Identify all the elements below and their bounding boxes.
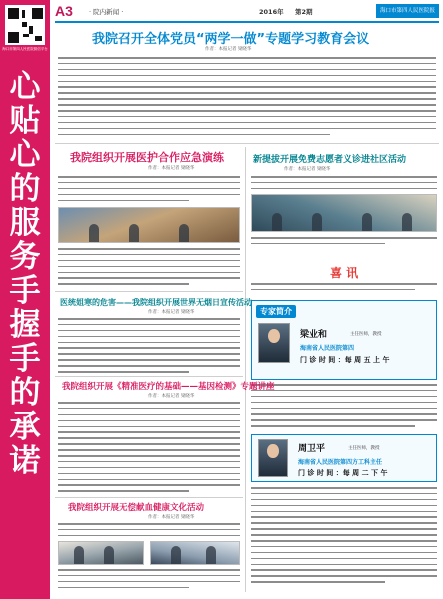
byline: 作者：本报记者 梁晓华 bbox=[148, 394, 195, 399]
article-body bbox=[58, 248, 240, 289]
slogan-char: 手 bbox=[9, 273, 41, 309]
headline-emergency-drill: 我院组织开展医护合作应急演练 bbox=[70, 151, 224, 164]
expert-title: 主任医师，教授 bbox=[350, 332, 382, 337]
divider bbox=[55, 497, 243, 498]
expert-avatar bbox=[258, 323, 290, 363]
expert-tag: 海南省人民医院第四方工科主任 bbox=[298, 459, 383, 466]
header-rule bbox=[55, 21, 439, 23]
expert-name: 梁业和 bbox=[300, 330, 328, 340]
slogan-char: 心 bbox=[9, 137, 41, 173]
article-body bbox=[58, 569, 240, 593]
divider bbox=[55, 376, 243, 377]
qr-caption: 海口市第四人民医院微信平台 bbox=[2, 47, 48, 51]
expert-badge: 专家简介 bbox=[256, 305, 296, 318]
divider bbox=[55, 291, 243, 292]
headline-blood-donation: 我院组织开展无偿献血健康文化活动 bbox=[68, 503, 205, 513]
article-body bbox=[251, 176, 437, 194]
expert-clinic-time: 门 诊 时 间 ：每 周 二 下 午 bbox=[298, 469, 388, 477]
expert-bio bbox=[251, 384, 437, 431]
page-header bbox=[55, 3, 439, 25]
article-body bbox=[58, 402, 240, 496]
byline: 作者：本报记者 梁晓华 bbox=[148, 166, 195, 171]
photo-free-clinic bbox=[251, 194, 437, 232]
photo-drill bbox=[58, 207, 240, 243]
photo-blood-donation bbox=[150, 541, 240, 565]
issue-year: 2016年 bbox=[259, 8, 284, 16]
photo-blood-donation bbox=[58, 541, 144, 565]
qr-code-icon bbox=[5, 5, 45, 45]
article-body bbox=[58, 523, 240, 541]
article-body bbox=[58, 318, 240, 377]
byline: 作者：本报记者 梁晓华 bbox=[148, 515, 195, 520]
article-body bbox=[251, 237, 437, 249]
good-news-body bbox=[251, 283, 437, 295]
byline: 作者：本报记者 梁晓华 bbox=[284, 167, 331, 172]
slogan-char: 务 bbox=[9, 239, 41, 275]
divider bbox=[55, 143, 439, 144]
expert-card bbox=[251, 300, 437, 380]
slogan-char: 贴 bbox=[9, 103, 41, 139]
slogan-char: 的 bbox=[9, 375, 41, 411]
expert-name: 周卫平 bbox=[298, 444, 326, 454]
issue-number: 第2期 bbox=[295, 8, 313, 16]
byline: 作者：本报记者 梁晓华 bbox=[205, 47, 252, 52]
expert-bio bbox=[251, 487, 437, 587]
expert-clinic-time: 门 诊 时 间 ：每 周 五 上 午 bbox=[300, 356, 390, 364]
slogan-char: 承 bbox=[9, 409, 41, 445]
slogan-char: 诺 bbox=[9, 443, 41, 479]
headline-no-tobacco-day: 医统姐寒的危害——我院组织开展世界无烟日宣传活动 bbox=[60, 298, 252, 307]
expert-tag: 海南省人民医院第四 bbox=[300, 345, 355, 352]
expert-card bbox=[251, 434, 437, 482]
section-name: · 院内新闻 · bbox=[89, 8, 124, 16]
slogan-char: 握 bbox=[9, 307, 41, 343]
article-body bbox=[58, 57, 436, 139]
good-news-title: 喜 讯 bbox=[330, 266, 359, 280]
slogan-char: 手 bbox=[9, 341, 41, 377]
expert-avatar bbox=[258, 439, 288, 477]
column-divider bbox=[245, 147, 246, 592]
page-number: A3 bbox=[55, 3, 73, 19]
slogan-vertical bbox=[0, 70, 50, 478]
sidebar-banner bbox=[0, 0, 50, 599]
slogan-char: 的 bbox=[9, 171, 41, 207]
paper-name-badge: 海口市第四人民医院报 bbox=[376, 4, 439, 18]
headline-genetic-lecture: 我院组织开展《精准医疗的基础——基因检测》专题讲座 bbox=[62, 382, 275, 392]
slogan-char: 心 bbox=[9, 69, 41, 105]
headline-free-clinic: 新提拔开展免费志愿者义诊进社区活动 bbox=[253, 155, 407, 165]
article-body bbox=[58, 176, 240, 205]
headline-party-meeting: 我院召开全体党员“两学一做”专题学习教育会议 bbox=[92, 32, 370, 47]
expert-title: 主任医师，教授 bbox=[348, 446, 380, 451]
slogan-char: 服 bbox=[9, 205, 41, 241]
byline: 作者：本报记者 梁晓华 bbox=[148, 310, 195, 315]
